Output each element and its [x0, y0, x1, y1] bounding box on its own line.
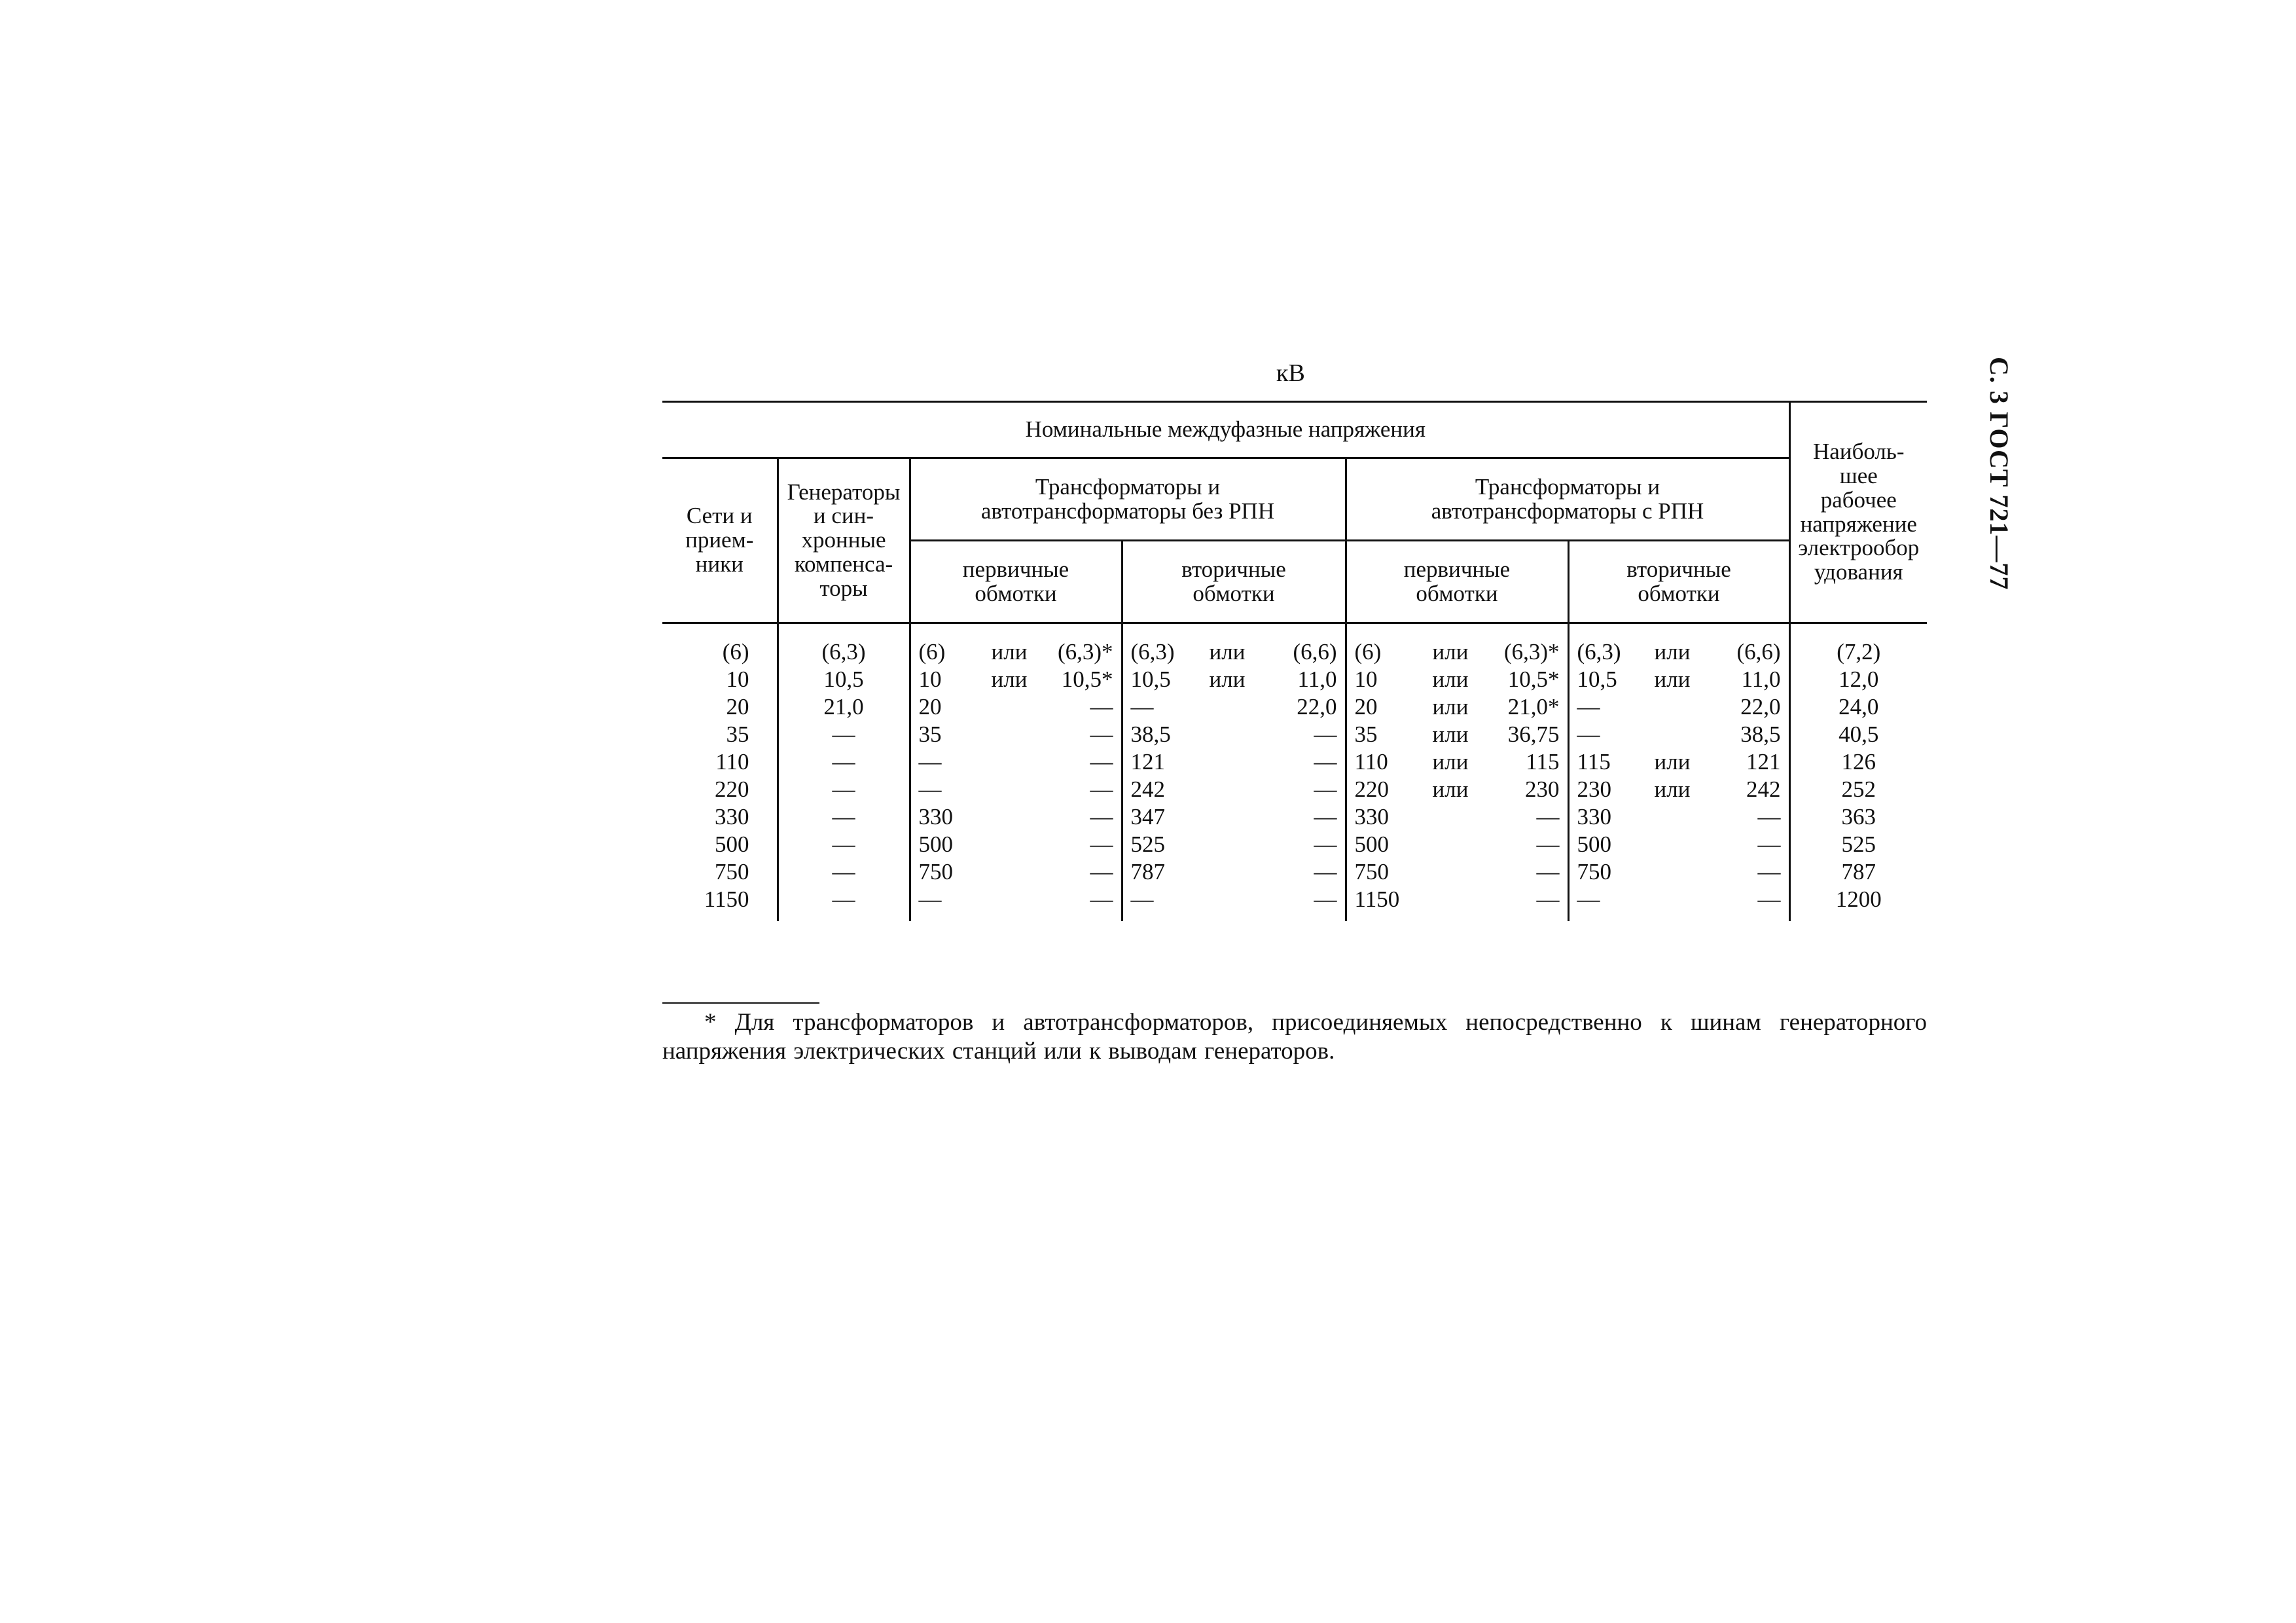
rpn-secondary-part: 115 — [1577, 748, 1611, 775]
rpn-secondary-part: 750 — [1577, 858, 1611, 884]
cell-no-rpn-primary — [910, 666, 1122, 693]
rpn-primary-part: — — [1536, 886, 1560, 912]
cell-rpn-secondary — [1568, 748, 1789, 776]
unit-label: кВ — [1276, 359, 1305, 387]
no-rpn-secondary-part: — — [1130, 886, 1154, 912]
table-row — [662, 638, 1927, 666]
rpn-secondary-part: (6,3) — [1577, 638, 1621, 665]
cell-generator: — — [778, 858, 910, 886]
header-group: Номинальные междуфазные напряжения — [662, 402, 1789, 458]
voltage-table — [662, 401, 1927, 921]
header-trans-rpn: Трансформаторы и автотрансформаторы с РПН — [1346, 458, 1789, 541]
cell-no-rpn-secondary — [1122, 748, 1346, 776]
rpn-secondary-part: — — [1757, 831, 1781, 857]
header-generators: Генераторы и син- хронные компенса- торы — [778, 458, 910, 623]
cell-rpn-primary — [1346, 666, 1568, 693]
no-rpn-primary-part: — — [1090, 693, 1113, 720]
table-row — [662, 776, 1927, 803]
no-rpn-primary-part: или — [991, 638, 1028, 665]
table-row — [662, 803, 1927, 831]
cell-network: 220 — [715, 776, 749, 802]
footnote-rule — [662, 1002, 819, 1004]
cell-rpn-secondary — [1568, 638, 1789, 666]
cell-max-voltage: 12,0 — [1789, 666, 1927, 693]
rpn-primary-part: 750 — [1354, 858, 1389, 884]
no-rpn-primary-part: — — [918, 776, 942, 802]
cell-network: (6) — [722, 638, 749, 665]
rpn-primary-part: 110 — [1354, 748, 1388, 775]
header-max-voltage: Наиболь- шее рабочее напряжение электрообор удования — [1789, 402, 1927, 623]
header-rpn-secondary: вторичные обмотки — [1568, 541, 1789, 623]
cell-rpn-secondary — [1568, 831, 1789, 858]
rpn-secondary-part: 11,0 — [1741, 666, 1781, 692]
rpn-primary-part: 115 — [1526, 748, 1560, 775]
cell-max-voltage: 40,5 — [1789, 721, 1927, 748]
no-rpn-primary-part: 10 — [918, 666, 942, 692]
cell-network: 1150 — [704, 886, 749, 912]
rpn-primary-part: или — [1432, 638, 1469, 665]
no-rpn-secondary-part: — — [1314, 886, 1337, 912]
no-rpn-primary-part: (6) — [918, 638, 946, 665]
cell-rpn-primary — [1346, 803, 1568, 831]
rpn-secondary-part: или — [1654, 638, 1691, 665]
cell-rpn-secondary — [1568, 776, 1789, 803]
rpn-secondary-part: — — [1577, 693, 1600, 720]
rpn-primary-part: — — [1536, 858, 1560, 884]
no-rpn-secondary-part: 22,0 — [1297, 693, 1337, 720]
header-trans-no-rpn: Трансформаторы и автотрансформаторы без РПН — [910, 458, 1346, 541]
no-rpn-primary-part: — — [1090, 858, 1113, 884]
rpn-secondary-part: или — [1654, 666, 1691, 692]
no-rpn-secondary-part: — — [1130, 693, 1154, 720]
header-rpn-primary: первичные обмотки — [1346, 541, 1568, 623]
rpn-primary-part: или — [1432, 748, 1469, 775]
cell-no-rpn-primary — [910, 748, 1122, 776]
rpn-secondary-part: 22,0 — [1740, 693, 1781, 720]
no-rpn-secondary-part: (6,6) — [1293, 638, 1337, 665]
no-rpn-secondary-part: 787 — [1130, 858, 1165, 884]
cell-max-voltage: 525 — [1789, 831, 1927, 858]
cell-generator: — — [778, 831, 910, 858]
rpn-secondary-part: 330 — [1577, 803, 1611, 830]
rpn-primary-part: или — [1432, 776, 1469, 802]
cell-generator: (6,3) — [778, 638, 910, 666]
no-rpn-secondary-part: 38,5 — [1130, 721, 1171, 747]
cell-no-rpn-secondary — [1122, 803, 1346, 831]
no-rpn-secondary-part: — — [1314, 748, 1337, 775]
cell-rpn-primary — [1346, 721, 1568, 748]
rpn-primary-part: или — [1432, 666, 1469, 692]
no-rpn-primary-part: 750 — [918, 858, 953, 884]
rpn-secondary-part: или — [1654, 776, 1691, 802]
no-rpn-primary-part: — — [1090, 776, 1113, 802]
cell-no-rpn-primary — [910, 721, 1122, 748]
cell-rpn-primary — [1346, 638, 1568, 666]
no-rpn-secondary-part: (6,3) — [1130, 638, 1175, 665]
table-row — [662, 748, 1927, 776]
cell-rpn-primary — [1346, 693, 1568, 721]
no-rpn-secondary-part: — — [1314, 858, 1337, 884]
rpn-primary-part: 230 — [1525, 776, 1560, 802]
rpn-secondary-part: — — [1577, 886, 1600, 912]
rpn-secondary-part: или — [1654, 748, 1691, 775]
cell-no-rpn-primary — [910, 886, 1122, 921]
cell-rpn-secondary — [1568, 886, 1789, 921]
cell-no-rpn-primary — [910, 831, 1122, 858]
footnote: * Для трансформаторов и автотрансформаторов, присоединяемых непосредственно к шинам генераторного напряжения электрических станций или к выводам генераторов. — [662, 1009, 1927, 1065]
cell-rpn-secondary — [1568, 693, 1789, 721]
rpn-primary-part: 20 — [1354, 693, 1378, 720]
rpn-secondary-part: 10,5 — [1577, 666, 1617, 692]
no-rpn-primary-part: — — [918, 748, 942, 775]
cell-no-rpn-primary — [910, 858, 1122, 886]
cell-rpn-primary — [1346, 776, 1568, 803]
no-rpn-primary-part: (6,3)* — [1057, 638, 1113, 665]
cell-max-voltage: 24,0 — [1789, 693, 1927, 721]
no-rpn-secondary-part: — — [1314, 721, 1337, 747]
no-rpn-secondary-part: или — [1209, 666, 1246, 692]
rpn-primary-part: 220 — [1354, 776, 1389, 802]
rpn-primary-part: 1150 — [1354, 886, 1400, 912]
rpn-primary-part: 35 — [1354, 721, 1378, 747]
rpn-secondary-part: 242 — [1746, 776, 1781, 802]
no-rpn-secondary-part: — — [1314, 776, 1337, 802]
cell-rpn-secondary — [1568, 721, 1789, 748]
cell-network: 330 — [715, 803, 749, 830]
no-rpn-secondary-part: 10,5 — [1130, 666, 1171, 692]
no-rpn-primary-part: — — [1090, 721, 1113, 747]
header-no-rpn-secondary: вторичные обмотки — [1122, 541, 1346, 623]
no-rpn-primary-part: — — [918, 886, 942, 912]
rpn-primary-part: (6) — [1354, 638, 1382, 665]
rpn-primary-part: — — [1536, 831, 1560, 857]
cell-rpn-primary — [1346, 748, 1568, 776]
no-rpn-secondary-part: — — [1314, 803, 1337, 830]
rpn-primary-part: — — [1536, 803, 1560, 830]
rpn-primary-part: 10,5* — [1507, 666, 1560, 692]
no-rpn-primary-part: 35 — [918, 721, 942, 747]
cell-max-voltage: 1200 — [1789, 886, 1927, 921]
rpn-secondary-part: — — [1757, 803, 1781, 830]
rpn-primary-part: или — [1432, 693, 1469, 720]
no-rpn-secondary-part: 347 — [1130, 803, 1165, 830]
cell-generator: — — [778, 748, 910, 776]
rpn-secondary-part: (6,6) — [1736, 638, 1781, 665]
cell-max-voltage: 787 — [1789, 858, 1927, 886]
no-rpn-secondary-part: — — [1314, 831, 1337, 857]
cell-generator: — — [778, 886, 910, 921]
cell-max-voltage: 126 — [1789, 748, 1927, 776]
no-rpn-primary-part: или — [991, 666, 1028, 692]
cell-network: 20 — [726, 693, 749, 720]
cell-generator: 10,5 — [778, 666, 910, 693]
cell-max-voltage: 363 — [1789, 803, 1927, 831]
cell-rpn-primary — [1346, 858, 1568, 886]
table-row — [662, 831, 1927, 858]
cell-rpn-secondary — [1568, 858, 1789, 886]
no-rpn-primary-part: — — [1090, 748, 1113, 775]
table-row — [662, 666, 1927, 693]
table-row — [662, 721, 1927, 748]
no-rpn-secondary-part: 11,0 — [1297, 666, 1337, 692]
cell-no-rpn-primary — [910, 803, 1122, 831]
cell-no-rpn-secondary — [1122, 858, 1346, 886]
cell-generator: — — [778, 803, 910, 831]
table-row — [662, 886, 1927, 921]
rpn-primary-part: 36,75 — [1507, 721, 1560, 747]
rpn-primary-part: (6,3)* — [1503, 638, 1560, 665]
rpn-secondary-part: — — [1757, 886, 1781, 912]
rpn-secondary-part: 230 — [1577, 776, 1611, 802]
cell-generator: — — [778, 721, 910, 748]
no-rpn-secondary-part: 121 — [1130, 748, 1165, 775]
rpn-secondary-part: — — [1757, 858, 1781, 884]
table-body — [662, 623, 1927, 922]
cell-network: 500 — [715, 831, 749, 857]
rpn-secondary-part: 121 — [1746, 748, 1781, 775]
rpn-secondary-part: 38,5 — [1740, 721, 1781, 747]
rpn-primary-part: 10 — [1354, 666, 1378, 692]
cell-network: 10 — [726, 666, 749, 692]
header-networks: Сети и прием- ники — [662, 458, 778, 623]
rpn-primary-part: 21,0* — [1507, 693, 1560, 720]
no-rpn-primary-part: 10,5* — [1061, 666, 1113, 692]
cell-generator: — — [778, 776, 910, 803]
cell-network: 35 — [726, 721, 749, 747]
cell-no-rpn-secondary — [1122, 693, 1346, 721]
table-row — [662, 858, 1927, 886]
rpn-primary-part: 500 — [1354, 831, 1389, 857]
cell-max-voltage: 252 — [1789, 776, 1927, 803]
cell-rpn-primary — [1346, 831, 1568, 858]
rpn-secondary-part: — — [1577, 721, 1600, 747]
cell-no-rpn-primary — [910, 776, 1122, 803]
cell-no-rpn-primary — [910, 693, 1122, 721]
rpn-secondary-part: 500 — [1577, 831, 1611, 857]
cell-no-rpn-secondary — [1122, 666, 1346, 693]
cell-rpn-secondary — [1568, 803, 1789, 831]
no-rpn-primary-part: 500 — [918, 831, 953, 857]
table-row — [662, 693, 1927, 721]
header-no-rpn-primary: первичные обмотки — [910, 541, 1122, 623]
cell-generator: 21,0 — [778, 693, 910, 721]
no-rpn-primary-part: — — [1090, 831, 1113, 857]
no-rpn-primary-part: — — [1090, 803, 1113, 830]
no-rpn-primary-part: — — [1090, 886, 1113, 912]
no-rpn-secondary-part: 242 — [1130, 776, 1165, 802]
no-rpn-secondary-part: или — [1209, 638, 1246, 665]
rpn-primary-part: 330 — [1354, 803, 1389, 830]
cell-rpn-primary — [1346, 886, 1568, 921]
cell-rpn-secondary — [1568, 666, 1789, 693]
running-header: С. 3 ГОСТ 721—77 — [1984, 357, 2014, 591]
rpn-primary-part: или — [1432, 721, 1469, 747]
cell-no-rpn-secondary — [1122, 776, 1346, 803]
cell-network: 750 — [715, 858, 749, 884]
cell-no-rpn-secondary — [1122, 886, 1346, 921]
cell-max-voltage: (7,2) — [1789, 638, 1927, 666]
cell-network: 110 — [715, 748, 749, 775]
no-rpn-secondary-part: 525 — [1130, 831, 1165, 857]
no-rpn-primary-part: 330 — [918, 803, 953, 830]
cell-no-rpn-secondary — [1122, 721, 1346, 748]
cell-no-rpn-primary — [910, 638, 1122, 666]
cell-no-rpn-secondary — [1122, 638, 1346, 666]
no-rpn-primary-part: 20 — [918, 693, 942, 720]
cell-no-rpn-secondary — [1122, 831, 1346, 858]
